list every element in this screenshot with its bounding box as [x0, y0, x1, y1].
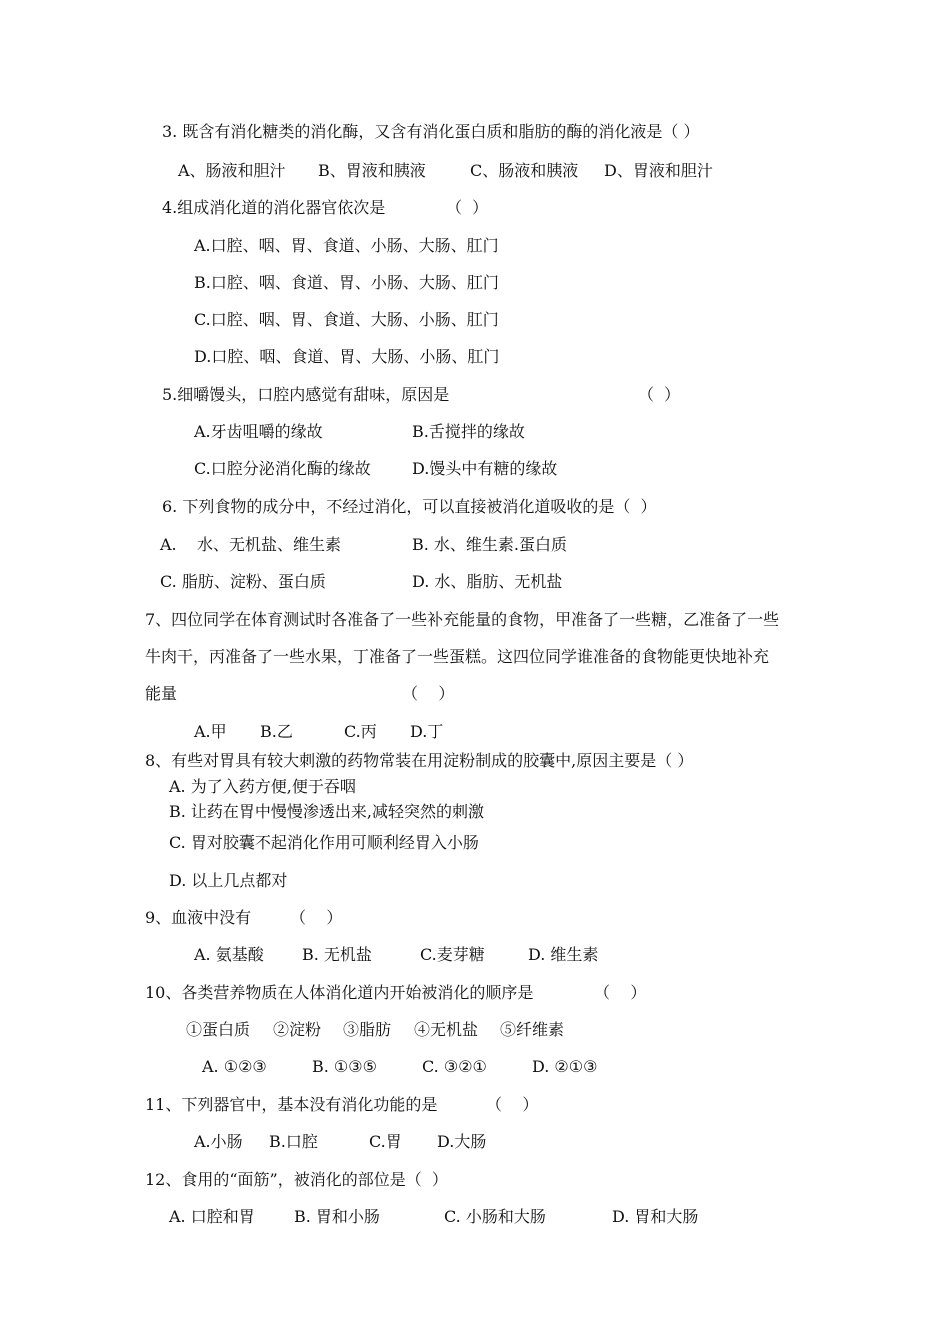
q9-option-c: C.麦芽糖 [420, 945, 485, 964]
q6-option-a: A. 水、无机盐、维生素 [160, 535, 341, 554]
q12-option-a: A. 口腔和胃 [169, 1207, 255, 1226]
q11-answer-blank: （ ） [486, 1095, 539, 1114]
q12-stem: 12、食用的“面筋”，被消化的部位是（ ） [145, 1170, 448, 1189]
q8-option-d: D. 以上几点都对 [169, 871, 288, 890]
q6-option-c: C. 脂肪、淀粉、蛋白质 [160, 572, 326, 591]
q11-option-d: D.大肠 [437, 1132, 487, 1151]
q10-option-b: B. ①③⑤ [312, 1057, 377, 1076]
q7-option-d: D.丁 [410, 722, 444, 741]
q7-option-a: A.甲 [194, 722, 227, 741]
q3-option-a: A、肠液和胆汁 [178, 161, 286, 180]
q11-stem: 11、下列器官中，基本没有消化功能的是 [145, 1095, 438, 1114]
q3-option-b: B、胃液和胰液 [318, 161, 426, 180]
q3-option-c: C、肠液和胰液 [470, 161, 579, 180]
q10-stem: 10、各类营养物质在人体消化道内开始被消化的顺序是 [145, 983, 534, 1002]
q12-option-c: C. 小肠和大肠 [444, 1207, 546, 1226]
q10-option-a: A. ①②③ [202, 1057, 267, 1076]
q9-option-a: A. 氨基酸 [194, 945, 264, 964]
q10-item-protein: ①蛋白质 [186, 1020, 251, 1039]
q10-item-salt: ④无机盐 [414, 1020, 479, 1039]
q10-answer-blank: （ ） [594, 983, 647, 1002]
q3-stem: 3. 既含有消化糖类的消化酶，又含有消化蛋白质和脂肪的酶的消化液是（ ） [162, 122, 700, 141]
q5-option-b: B.舌搅拌的缘故 [412, 422, 525, 441]
q8-option-c: C. 胃对胶囊不起消化作用可顺利经胃入小肠 [169, 833, 479, 852]
q10-option-c: C. ③②① [422, 1057, 487, 1076]
q4-option-d: D.口腔、咽、食道、胃、大肠、小肠、肛门 [194, 347, 500, 366]
q5-option-a: A.牙齿咀嚼的缘故 [194, 422, 323, 441]
q8-option-b: B. 让药在胃中慢慢渗透出来,减轻突然的刺激 [169, 802, 485, 821]
q7-answer-blank: （ ） [402, 684, 455, 703]
q6-option-d: D. 水、脂肪、无机盐 [412, 572, 563, 591]
q10-option-d: D. ②①③ [532, 1057, 598, 1076]
q11-option-c: C.胃 [369, 1132, 402, 1151]
q9-option-b: B. 无机盐 [302, 945, 372, 964]
q11-option-a: A.小肠 [194, 1132, 243, 1151]
q8-option-a: A. 为了入药方便,便于吞咽 [169, 777, 356, 796]
q10-item-fat: ③脂肪 [343, 1020, 392, 1039]
q5-answer-blank: （ ） [638, 385, 681, 404]
q10-item-fiber: ⑤纤维素 [500, 1020, 565, 1039]
q12-option-d: D. 胃和大肠 [612, 1207, 699, 1226]
q4-answer-blank: （ ） [446, 198, 489, 217]
q5-option-d: D.馒头中有糖的缘故 [412, 459, 558, 478]
q7-stem-line3: 能量 [145, 684, 178, 703]
q12-option-b: B. 胃和小肠 [294, 1207, 380, 1226]
q8-stem: 8、有些对胃具有较大刺激的药物常装在用淀粉制成的胶囊中,原因主要是（ ） [145, 751, 694, 770]
q7-option-b: B.乙 [260, 722, 293, 741]
q9-answer-blank: （ ） [290, 908, 343, 927]
q5-stem: 5.细嚼馒头，口腔内感觉有甜味，原因是 [162, 385, 450, 404]
q9-option-d: D. 维生素 [528, 945, 599, 964]
q4-option-c: C.口腔、咽、胃、食道、大肠、小肠、肛门 [194, 310, 499, 329]
q5-option-c: C.口腔分泌消化酶的缘故 [194, 459, 371, 478]
q4-stem: 4.组成消化道的消化器官依次是 [162, 198, 386, 217]
q7-option-c: C.丙 [344, 722, 377, 741]
q9-stem: 9、血液中没有 [145, 908, 252, 927]
q7-stem-line1: 7、四位同学在体育测试时各准备了一些补充能量的食物，甲准备了一些糖，乙准备了一些 [145, 610, 780, 629]
q4-option-b: B.口腔、咽、食道、胃、小肠、大肠、肛门 [194, 273, 499, 292]
q11-option-b: B.口腔 [269, 1132, 318, 1151]
q6-option-b: B. 水、维生素.蛋白质 [412, 535, 568, 554]
q4-option-a: A.口腔、咽、胃、食道、小肠、大肠、肛门 [194, 236, 499, 255]
q7-stem-line2: 牛肉干，丙准备了一些水果，丁准备了一些蛋糕。这四位同学谁准备的食物能更快地补充 [145, 647, 770, 666]
q10-item-starch: ②淀粉 [273, 1020, 322, 1039]
q3-option-d: D、胃液和胆汁 [604, 161, 713, 180]
q6-stem: 6. 下列食物的成分中，不经过消化，可以直接被消化道吸收的是（ ） [162, 497, 657, 516]
